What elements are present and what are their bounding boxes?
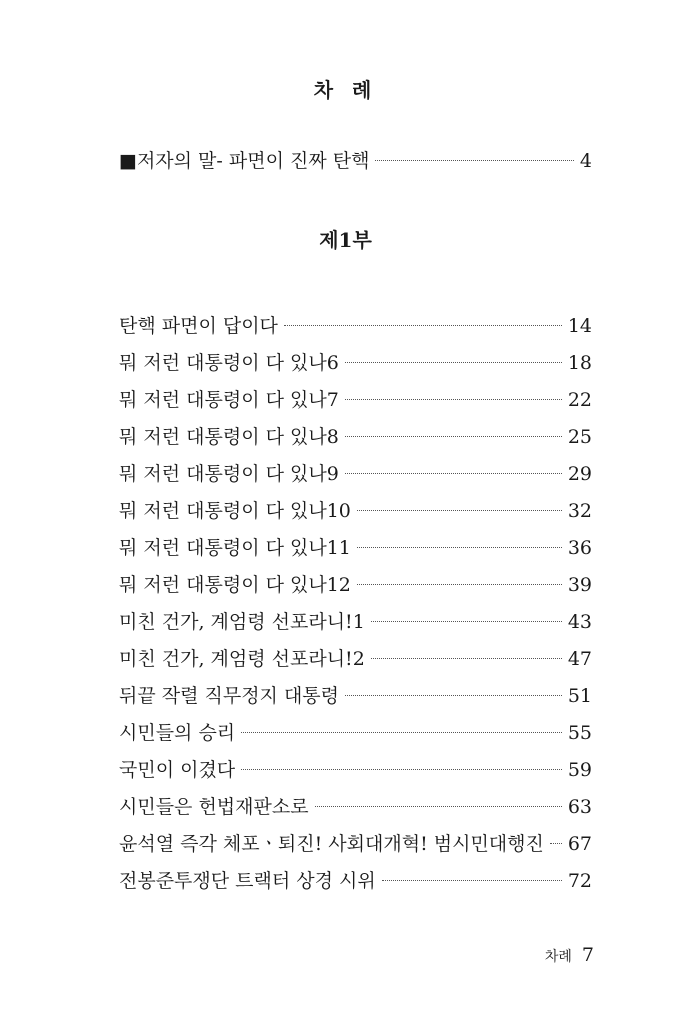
toc-entry-label: 뭐 저런 대통령이 다 있나11 — [119, 537, 351, 559]
part-title: 제1부 — [319, 228, 372, 252]
page-footer — [545, 944, 594, 966]
dot-leader — [284, 325, 562, 326]
toc-entry[interactable] — [119, 755, 592, 783]
toc-entry-page: 55 — [567, 722, 592, 744]
toc-entry-label: 뭐 저런 대통령이 다 있나9 — [119, 463, 339, 485]
dot-leader — [357, 510, 562, 511]
toc-entry-label: 윤석열 즉각 체포ㆍ퇴진! 사회대개혁! 범시민대행진 — [119, 833, 544, 855]
dot-leader — [371, 658, 562, 659]
dot-leader — [345, 362, 562, 363]
toc-entry-page: 25 — [567, 426, 592, 448]
page-number: 7 — [581, 944, 594, 966]
dot-leader — [345, 399, 562, 400]
toc-entry[interactable] — [119, 348, 592, 376]
toc-entry-page: 18 — [567, 352, 592, 374]
toc-entry-label: 뒤끝 작렬 직무정지 대통령 — [119, 685, 340, 707]
toc-entry-page: 47 — [567, 648, 592, 670]
toc-entry-page: 22 — [567, 389, 592, 411]
toc-entry[interactable] — [119, 533, 592, 561]
toc-entry-preface[interactable] — [119, 146, 592, 174]
toc-entry-label: 미친 건가, 계엄령 선포라니!1 — [119, 611, 365, 633]
toc-entry-page: 43 — [567, 611, 592, 633]
toc-entry-page: 36 — [567, 537, 592, 559]
toc-entry-page: 4 — [579, 150, 592, 172]
toc-entry-page: 29 — [567, 463, 592, 485]
toc-entry[interactable] — [119, 570, 592, 598]
toc-entry[interactable] — [119, 311, 592, 339]
dot-leader — [345, 473, 562, 474]
toc-entry-label: 미친 건가, 계엄령 선포라니!2 — [119, 648, 365, 670]
dot-leader — [357, 584, 562, 585]
toc-entry-page: 32 — [567, 500, 592, 522]
toc-entry[interactable] — [119, 459, 592, 487]
dot-leader — [375, 160, 573, 161]
toc-entry-label: 탄핵 파면이 답이다 — [119, 315, 278, 337]
toc-entry[interactable] — [119, 829, 592, 857]
dot-leader — [371, 621, 562, 622]
toc-entry-label: 뭐 저런 대통령이 다 있나7 — [119, 389, 339, 411]
toc-entry-page: 39 — [567, 574, 592, 596]
toc-entry[interactable] — [119, 422, 592, 450]
toc-entry-page: 51 — [567, 685, 592, 707]
toc-entry[interactable] — [119, 644, 592, 672]
dot-leader — [382, 880, 562, 881]
toc-entry-label: 뭐 저런 대통령이 다 있나10 — [119, 500, 351, 522]
toc-entry-label: 시민들의 승리 — [119, 722, 236, 744]
running-footer-label: 차례 — [544, 949, 572, 965]
toc-entry-label: 뭐 저런 대통령이 다 있나6 — [119, 352, 339, 374]
toc-entry-label: 국민이 이겼다 — [119, 759, 236, 781]
toc-entry-label: 시민들은 헌법재판소로 — [119, 796, 309, 818]
toc-entry[interactable] — [119, 681, 592, 709]
dot-leader — [315, 806, 562, 807]
toc-entry-page: 63 — [567, 796, 592, 818]
dot-leader — [345, 695, 562, 696]
toc-entry-page: 72 — [567, 870, 592, 892]
dot-leader — [345, 436, 562, 437]
toc-entry[interactable] — [119, 496, 592, 524]
toc-entry-page: 67 — [567, 833, 592, 855]
toc-entry[interactable] — [119, 607, 592, 635]
dot-leader — [241, 769, 562, 770]
toc-entry[interactable] — [119, 792, 592, 820]
toc-entry-label: 전봉준투쟁단 트랙터 상경 시위 — [119, 870, 376, 892]
toc-entry[interactable] — [119, 718, 592, 746]
toc-entry-label: ■저자의 말- 파면이 진짜 탄핵 — [119, 150, 370, 172]
toc-entry[interactable] — [119, 866, 592, 894]
dot-leader — [241, 732, 562, 733]
dot-leader — [357, 547, 562, 548]
toc-entry-page: 14 — [567, 315, 592, 337]
toc-title: 차 례 — [313, 78, 378, 102]
dot-leader — [550, 843, 562, 844]
toc-entry-label: 뭐 저런 대통령이 다 있나8 — [119, 426, 339, 448]
toc-entry-label: 뭐 저런 대통령이 다 있나12 — [119, 574, 351, 596]
toc-entry-page: 59 — [567, 759, 592, 781]
toc-entry[interactable] — [119, 385, 592, 413]
